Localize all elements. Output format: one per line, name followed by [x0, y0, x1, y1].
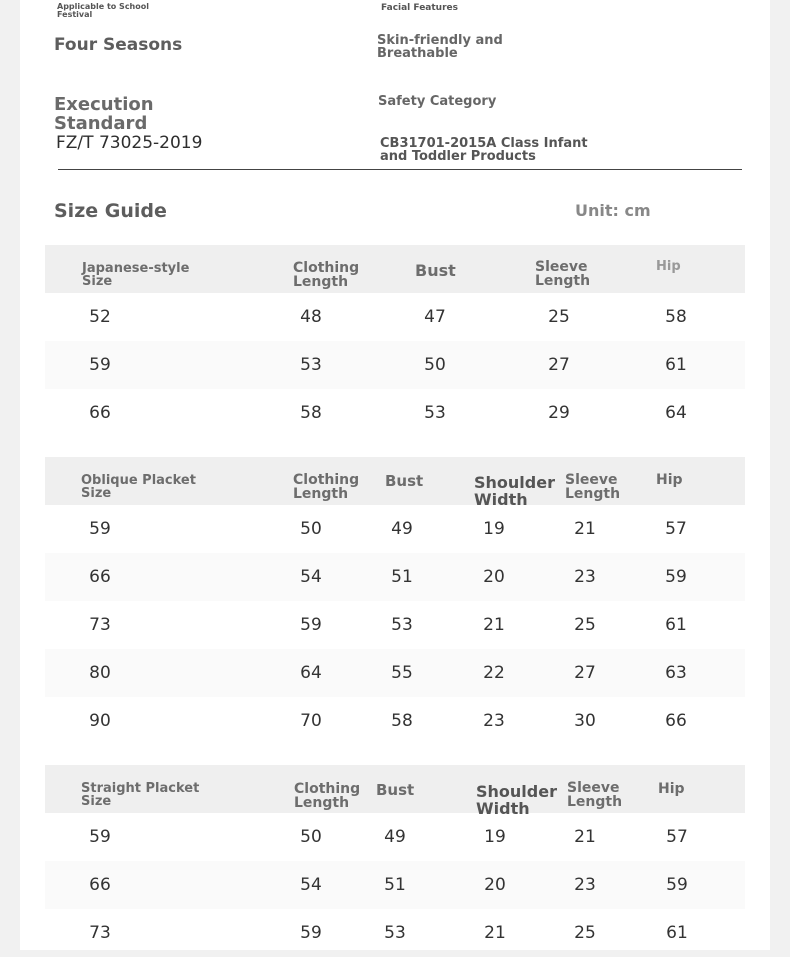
cell-clothing-length: 50: [300, 827, 322, 847]
cell-clothing-length: 64: [300, 663, 322, 683]
table-row: [45, 293, 745, 341]
table-row: [45, 861, 745, 909]
season-value: Four Seasons: [54, 35, 183, 55]
header-size: Oblique Placket Size: [81, 473, 196, 501]
table-row: [45, 649, 745, 697]
cell-size: 90: [89, 711, 111, 731]
header-hip: Hip: [658, 781, 685, 797]
header-clothing-length: Clothing Length: [293, 260, 360, 290]
cell-bust: 49: [391, 519, 413, 539]
safety-category-value: CB31701-2015A Class Infant and Toddler Products: [380, 136, 588, 164]
cell-sleeve-length: 25: [574, 615, 596, 635]
header-size: Japanese-style Size: [82, 261, 190, 289]
product-detail-page: [20, 0, 770, 950]
cell-bust: 53: [391, 615, 413, 635]
table-row: [45, 505, 745, 553]
header-bust: Bust: [415, 261, 456, 280]
cell-clothing-length: 70: [300, 711, 322, 731]
skin-friendly-value: Skin-friendly and Breathable: [377, 33, 503, 61]
cell-hip: 63: [665, 663, 687, 683]
cell-bust: 51: [384, 875, 406, 895]
facial-features-label: Facial Features: [381, 3, 458, 13]
cell-sleeve-length: 21: [574, 519, 596, 539]
header-size: Straight Placket Size: [81, 781, 200, 809]
table-row: [45, 553, 745, 601]
cell-hip: 57: [665, 519, 687, 539]
cell-shoulder-width: 23: [483, 711, 505, 731]
cell-size: 52: [89, 307, 111, 327]
cell-size: 66: [89, 403, 111, 423]
cell-sleeve-length: 23: [574, 567, 596, 587]
header-bust: Bust: [385, 472, 424, 490]
cell-shoulder-width: 20: [483, 567, 505, 587]
execution-standard-value: FZ/T 73025-2019: [56, 133, 203, 153]
header-clothing-length: Clothing Length: [294, 781, 361, 811]
cell-sleeve-length: 25: [548, 307, 570, 327]
cell-shoulder-width: 19: [483, 519, 505, 539]
cell-size: 66: [89, 875, 111, 895]
cell-clothing-length: 58: [300, 403, 322, 423]
safety-category-label: Safety Category: [378, 94, 497, 109]
table-row: [45, 813, 745, 861]
header-sleeve-length: Sleeve Length: [565, 472, 621, 502]
cell-hip: 64: [665, 403, 687, 423]
cell-size: 80: [89, 663, 111, 683]
cell-shoulder-width: 21: [484, 923, 506, 943]
cell-bust: 53: [424, 403, 446, 423]
cell-size: 66: [89, 567, 111, 587]
size-guide-title: Size Guide: [54, 200, 167, 222]
section-divider: [58, 169, 742, 170]
cell-hip: 66: [665, 711, 687, 731]
table-row: [45, 389, 745, 437]
cell-bust: 50: [424, 355, 446, 375]
cell-sleeve-length: 21: [574, 827, 596, 847]
header-hip: Hip: [656, 259, 681, 274]
table-row: [45, 601, 745, 649]
cell-sleeve-length: 27: [548, 355, 570, 375]
cell-clothing-length: 53: [300, 355, 322, 375]
header-sleeve-length: Sleeve Length: [567, 780, 623, 810]
cell-shoulder-width: 20: [484, 875, 506, 895]
cell-hip: 57: [666, 827, 688, 847]
cell-clothing-length: 54: [300, 875, 322, 895]
header-clothing-length: Clothing Length: [293, 472, 360, 502]
header-shoulder-width: Shoulder Width: [474, 473, 555, 509]
cell-clothing-length: 59: [300, 923, 322, 943]
table-row: [45, 341, 745, 389]
oblique-placket-table-header: [45, 457, 745, 509]
cell-clothing-length: 50: [300, 519, 322, 539]
cell-hip: 61: [666, 923, 688, 943]
straight-placket-table-header: [45, 765, 745, 818]
cell-size: 59: [89, 519, 111, 539]
header-hip: Hip: [656, 472, 683, 488]
cell-hip: 59: [666, 875, 688, 895]
cell-hip: 61: [665, 615, 687, 635]
cell-clothing-length: 48: [300, 307, 322, 327]
cell-shoulder-width: 19: [484, 827, 506, 847]
cell-size: 59: [89, 355, 111, 375]
cell-hip: 58: [665, 307, 687, 327]
cell-hip: 59: [665, 567, 687, 587]
cell-sleeve-length: 29: [548, 403, 570, 423]
unit-label: Unit: cm: [575, 201, 651, 220]
cell-bust: 51: [391, 567, 413, 587]
table-row: [45, 697, 745, 745]
cell-bust: 53: [384, 923, 406, 943]
cell-clothing-length: 59: [300, 615, 322, 635]
execution-standard-label: Execution Standard: [54, 94, 154, 134]
festival-label: Applicable to School Festival: [57, 2, 149, 19]
cell-sleeve-length: 23: [574, 875, 596, 895]
cell-size: 73: [89, 615, 111, 635]
cell-bust: 55: [391, 663, 413, 683]
header-sleeve-length: Sleeve Length: [535, 259, 591, 289]
cell-shoulder-width: 22: [483, 663, 505, 683]
cell-shoulder-width: 21: [483, 615, 505, 635]
cell-hip: 61: [665, 355, 687, 375]
cell-size: 59: [89, 827, 111, 847]
header-shoulder-width: Shoulder Width: [476, 782, 557, 818]
cell-bust: 47: [424, 307, 446, 327]
cell-sleeve-length: 30: [574, 711, 596, 731]
cell-sleeve-length: 25: [574, 923, 596, 943]
header-bust: Bust: [376, 781, 415, 799]
cell-clothing-length: 54: [300, 567, 322, 587]
cell-bust: 49: [384, 827, 406, 847]
cell-bust: 58: [391, 711, 413, 731]
japanese-size-table-header: [45, 245, 745, 293]
cell-sleeve-length: 27: [574, 663, 596, 683]
cell-size: 73: [89, 923, 111, 943]
